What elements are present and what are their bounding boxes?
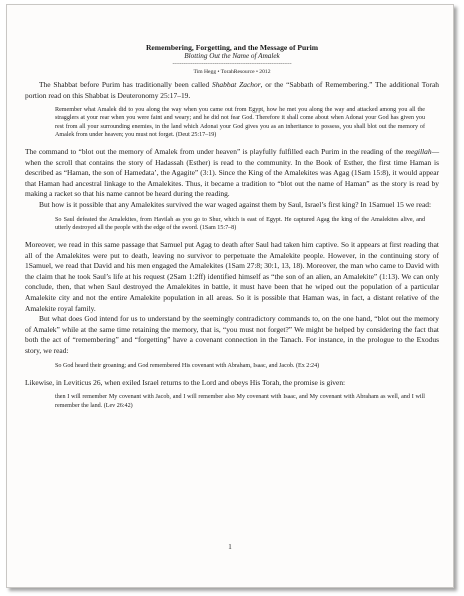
megillah-term: megillah: [405, 147, 432, 156]
paragraph-megillah: [25, 147, 439, 200]
paragraph-intro-text-a: The Shabbat before Purim has traditionally been called: [39, 80, 212, 89]
block-quote-leviticus: then I will remember My covenant with Jacob, and I will remember also My covenant with Isaac, and My covenant with Abraham as well, and I will remember the land. (Lev 26:42): [55, 394, 425, 409]
paragraph-intro-text-b: , or the “Sabbath of Remembering.” The additional Torah portion read on this Shabbat is Deuteronomy 25:17–19.: [25, 80, 439, 100]
document-page: [6, 4, 454, 588]
paragraph-amalekite-survivors: Moreover, we read in this same passage that Samuel put Agag to death after Saul had taken him captive. So it appears at first reading that all of the Amalekites were put to death, leaving no survivor to perpetuate the Amalekite people. However, in the continuing story of 1Samuel, we read that David and his men engaged the Amalekites (1Sam 27:8; 30:1, 13, 18). Moreover, the man who came to David with the claim that he took Saul’s life at his request (2Sam 1:2ff) identified himself as “the son of an alien, an Amalekite” (1:13). We can only conclude, then, that when Saul destroyed the Amalekites in battle, it must have been that he wiped out the population of a particular Amalekite city and not the entire Amalekite population in all areas. So it is possible that Haman was, in fact, a distant relative of the Amalekite royal family.: [25, 239, 439, 313]
block-quote-1samuel: So Saul defeated the Amalekites, from Havilah as you go to Shur, which is east of Egypt. He captured Agag the king of the Amalekites alive, and utterly destroyed all the people with the edge of the sword. (1Sam 15:7–8): [55, 216, 425, 231]
shabbat-zachor-term: Shabbat Zachor: [211, 80, 261, 89]
document-subtitle: Blotting Out the Name of Amalek: [184, 52, 280, 60]
block-quote-exodus: So God heard their groaning; and God remembered His covenant with Abraham, Isaac, and Jacob. (Ex 2:24): [55, 362, 320, 369]
paragraph-intro: [25, 80, 439, 101]
paragraph-megillah-text-a: The command to “blot out the memory of Amalek from under heaven” is playfully fulfilled each Purim in the reading of the: [25, 147, 406, 156]
document-content: [25, 43, 439, 418]
divider-rule: -----------------------------------------------------------------: [172, 61, 292, 67]
paragraph-leviticus: Likewise, in Leviticus 26, when exiled Israel returns to the Lord and obeys His Torah, the promise is given:: [25, 377, 346, 387]
paragraph-megillah-text-b: —when the scroll that contains the story of Hadassah (Esther) is read to the community. In the Book of Esther, the first time Haman is described as “Haman, the son of Hamedata’, the Agagite” (3:1). Since the King of the Amalekites was Agag (1Sam 15:8), it would appear that Haman had ancestral linkage to the Amalekites. Thus, it became a tradition to “blot out the name of Haman” as the story is read by making a racket so that his name cannot be heard during the reading.: [25, 147, 439, 199]
paragraph-remember-forget: But what does God intend for us to understand by the seemingly contradictory commands to, on the one hand, “blot out the memory of Amalek” while at the same time retaining the memory, that is, “you must not forget?” We might be helped by considering the fact that both the act of “remembering” and “forgetting” have a covenant connection in the Tanach. For instance, in the prologue to the Exodus story, we read:: [25, 314, 439, 355]
byline: Tim Hegg • TorahResource • 2012: [193, 69, 271, 75]
paragraph-saul-question: But how is it possible that any Amalekites survived the war waged against them by Saul, Israel’s first king? In 1Samuel 15 we read:: [39, 199, 432, 209]
document-title: Remembering, Forgetting, and the Message of Purim: [145, 43, 319, 52]
page-number: 1: [228, 543, 232, 551]
block-quote-deuteronomy: Remember what Amalek did to you along the way when you came out from Egypt, how he met you along the way and attacked among you all the stragglers at your rear when you were faint and weary; and he did not fear God. Therefore it shall come about when Adonai your God has given you rest from all your surrounding enemies, in the land which Adonai your God gives you as an inheritance to possess, you shall blot out the memory of Amalek from under heaven; you must not forget. (Deut 25:17–19): [55, 107, 425, 138]
